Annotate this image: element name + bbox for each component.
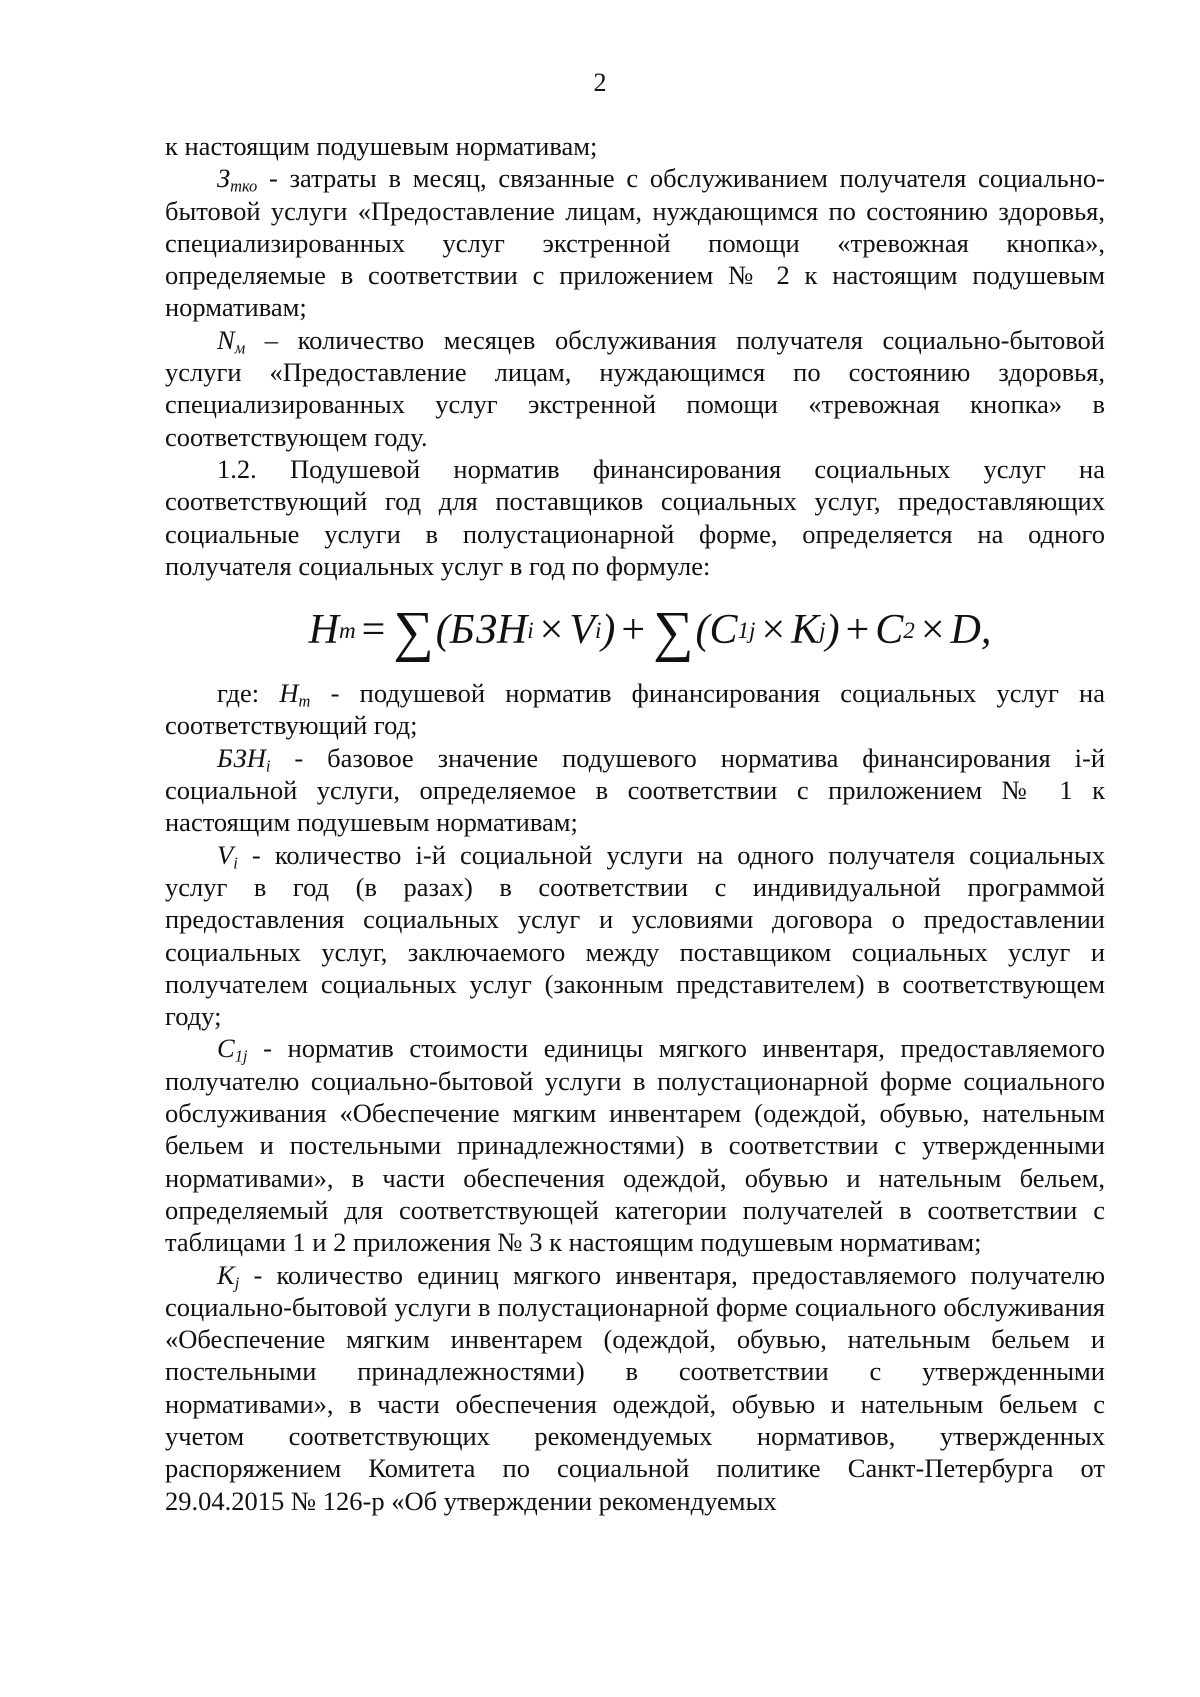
variable-c1j: $C_{1j}$ bbox=[217, 1033, 248, 1067]
variable-ztko: $З_{тко}$ bbox=[217, 163, 258, 196]
paragraph-bznI-definition: $БЗН_i$ - базовое значение подушевого норматива финансирования i-й социальной услуги, определяемое в соответствии с приложением № 1 к настоящим подушевым нормативам; bbox=[165, 742, 1105, 838]
paragraph-c1j-definition: $C_{1j}$ - норматив стоимости единицы мягкого инвентаря, предоставляемого получателю социально-бытовой услуги в полустационарной форме социального обслуживания «Обеспечение мягким инвентарем (одеждой, обувью, нательным бельем и постельными принадлежностями) в соответствии с утвержденными нормативами», в части обеспечения одеждой, обувью и нательным бельем, определяемый для соответствующей категории получателей в соответствии с таблицами 1 и 2 приложения № 3 к настоящим подушевым нормативам; bbox=[165, 1033, 1105, 1258]
variable-bzn: $БЗН_i$ bbox=[217, 742, 271, 776]
paragraph-section-1-2: 1.2. Подушевой норматив финансирования социальных услуг на соответствующий год для поставщиков социальных услуг, предоставляющих социальные услуги в полустационарной форме, определяется на одного получателя социальных услуг в год по формуле: bbox=[165, 453, 1105, 581]
paragraph-vi-definition: $V_i$ - количество i-й социальной услуги на одного получателя социальных услуг в год (в разах) в соответствии с индивидуальной программой предоставления социальных услуг и условиями договора о предоставлении социальных услуг, заключаемого между поставщиком социальных услуг и получателем социальных услуг (законным представителем) в соответствующем году; bbox=[165, 839, 1105, 1032]
sum-symbol: ∑ bbox=[393, 599, 434, 663]
paragraph-kj-definition: $K_j$ - количество единиц мягкого инвентаря, предоставляемого получателю социально-бытовой услуги в полустационарной форме социального обслуживания «Обеспечение мягким инвентарем (одеждой, обувью, нательным бельем и постельными принадлежностями) в соответствии с утвержденными нормативами», в части обеспечения одеждой, обувью и нательным бельем с учетом соответствующих рекомендуемых нормативов, утвержденных распоряжением Комитета по социальной политике Санкт-Петербурга от 29.04.2015 № 126-р «Об утверждении рекомендуемых bbox=[165, 1259, 1105, 1516]
paragraph-ztko-definition: $З_{тко}$ - затраты в месяц, связанные с обслуживанием получателя социально-бытовой услуги «Предоставление лицам, нуждающимся по состоянию здоровья, специализированных услуг экстренной помощи «тревожная кнопка», определяемые в соответствии с приложением № 2 к настоящим подушевым нормативам; bbox=[165, 163, 1105, 323]
variable-nm: $N_м$ bbox=[217, 324, 246, 358]
variable-vi: $V_i$ bbox=[217, 839, 238, 873]
paragraph-continuation: к настоящим подушевым нормативам; bbox=[165, 131, 598, 161]
formula: H m = ∑ (БЗН i × V i ) + ∑ (C 1j × K j ) + C 2 × D , bbox=[308, 599, 992, 663]
document-body bbox=[165, 130, 1105, 1517]
page-number: 2 bbox=[593, 68, 607, 97]
paragraph-hm-definition: где: $Н_m$ - подушевой норматив финансирования социальных услуг на соответствующий год; bbox=[165, 678, 1105, 741]
variable-hm: $Н_m$ bbox=[279, 678, 311, 711]
sum-symbol: ∑ bbox=[653, 599, 694, 663]
variable-kj: $K_j$ bbox=[217, 1259, 240, 1293]
paragraph-nm-definition: $N_м$ – количество месяцев обслуживания получателя социально-бытовой услуги «Предоставление лицам, нуждающимся по состоянию здоровья, специализированных услуг экстренной помощи «тревожная кнопка» в соответствующем году. bbox=[165, 324, 1105, 452]
